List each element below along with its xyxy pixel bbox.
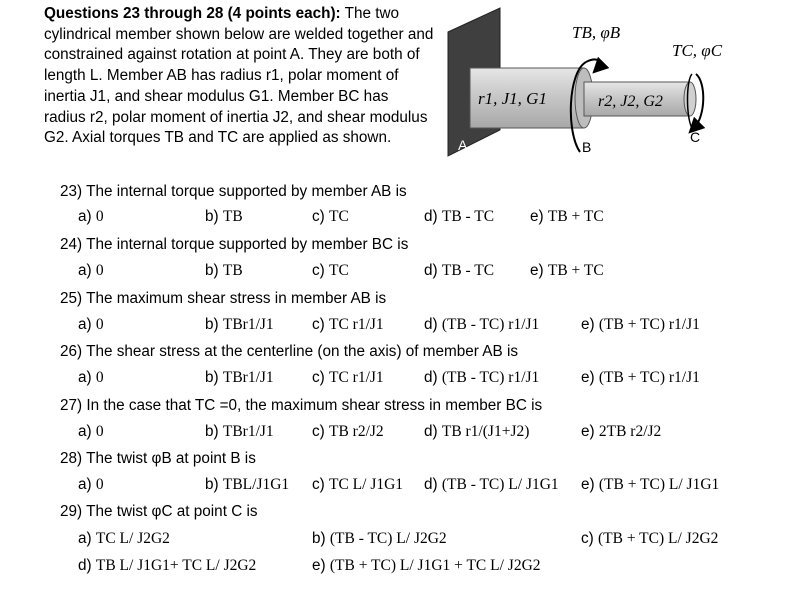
answer-option-a[interactable]	[78, 208, 104, 226]
option-letter: c)	[312, 316, 329, 333]
answer-option-e[interactable]	[581, 423, 661, 441]
option-letter: b)	[205, 369, 223, 386]
option-value: (TB + TC) L/ J1G1	[598, 476, 720, 493]
option-value: TBr1/J1	[222, 369, 274, 386]
option-value: (TB - TC) L/ J2G2	[329, 530, 447, 547]
option-letter: d)	[424, 316, 442, 333]
option-value: TB + TC	[547, 208, 604, 225]
option-letter: d)	[78, 557, 96, 574]
option-letter: e)	[581, 423, 599, 440]
label-point-c: C	[690, 129, 701, 145]
answer-option-d[interactable]	[424, 316, 539, 334]
option-letter: d)	[424, 262, 442, 279]
answer-option-d[interactable]	[78, 557, 256, 575]
option-letter: c)	[312, 369, 329, 386]
question-number: 25)	[60, 290, 87, 307]
option-value: TB + TC	[547, 262, 604, 279]
answer-option-e[interactable]	[312, 557, 541, 575]
option-value: TBr1/J1	[222, 316, 274, 333]
option-letter: b)	[312, 530, 330, 547]
option-value: 0	[95, 262, 104, 279]
option-letter: e)	[530, 262, 548, 279]
answer-option-c[interactable]	[312, 369, 384, 387]
question-number: 28)	[60, 450, 87, 467]
answer-option-c[interactable]	[312, 476, 403, 494]
answer-option-a[interactable]	[78, 476, 104, 494]
question-text: The twist φB at point B is	[86, 450, 256, 467]
option-letter: c)	[312, 423, 329, 440]
answer-option-a[interactable]	[78, 369, 104, 387]
option-value: 0	[95, 476, 104, 493]
option-letter: d)	[424, 208, 442, 225]
option-value: TBL/J1G1	[222, 476, 290, 493]
option-letter: a)	[78, 476, 96, 493]
answer-option-c[interactable]	[312, 208, 349, 226]
option-value: (TB + TC) L/ J1G1 + TC L/ J2G2	[329, 557, 541, 574]
option-value: (TB - TC) r1/J1	[441, 369, 540, 386]
answer-option-c[interactable]	[312, 316, 384, 334]
option-value: (TB + TC) r1/J1	[598, 369, 700, 386]
answer-option-e[interactable]	[530, 208, 604, 226]
option-value: TB r1/(J1+J2)	[441, 423, 530, 440]
option-value: 0	[95, 208, 104, 225]
option-value: TB r2/J2	[329, 423, 384, 440]
problem-text: The two cylindrical member shown below are welded together and constrained against rotation at point A. They are both of length L. Member AB has radius r1, polar moment of inertia J1, and shear modulus G1. Member BC has radius r2, polar moment of inertia J2, and shear modulus G2. Axial torques TB and TC are applied as shown.	[44, 5, 434, 147]
option-letter: b)	[205, 208, 223, 225]
question-23	[60, 183, 407, 201]
answer-option-b[interactable]	[205, 316, 274, 334]
option-letter: c)	[581, 530, 598, 547]
answer-option-a[interactable]	[78, 423, 104, 441]
option-letter: e)	[312, 557, 330, 574]
option-letter: b)	[205, 476, 223, 493]
question-text: In the case that TC =0, the maximum shear stress in member BC is	[86, 397, 543, 414]
option-letter: e)	[581, 316, 599, 333]
option-value: 0	[95, 316, 104, 333]
answer-option-c[interactable]	[312, 262, 349, 280]
answer-option-e[interactable]	[530, 262, 604, 280]
question-number: 29)	[60, 503, 87, 520]
option-value: 0	[95, 423, 104, 440]
answer-option-d[interactable]	[424, 208, 494, 226]
answer-option-b[interactable]	[312, 530, 447, 548]
option-value: TB	[222, 208, 243, 225]
option-value: 0	[95, 369, 104, 386]
answer-option-b[interactable]	[205, 208, 243, 226]
option-value: TC r1/J1	[329, 369, 384, 386]
question-text: The internal torque supported by member AB is	[86, 183, 407, 200]
option-letter: b)	[205, 262, 223, 279]
label-tc: TC, φC	[672, 41, 723, 60]
answer-option-e[interactable]	[581, 316, 700, 334]
label-tb: TB, φB	[572, 23, 621, 42]
answer-option-a[interactable]	[78, 316, 104, 334]
label-ab-props: r1, J1, G1	[478, 89, 547, 108]
label-point-b: B	[582, 139, 592, 155]
answer-option-b[interactable]	[205, 423, 274, 441]
question-26	[60, 343, 518, 361]
option-letter: c)	[312, 262, 329, 279]
option-value: TC	[329, 262, 349, 279]
answer-option-b[interactable]	[205, 262, 243, 280]
question-text: The maximum shear stress in member AB is	[86, 290, 387, 307]
shaft-diagram	[440, 0, 800, 170]
option-value: TC	[329, 208, 349, 225]
question-text: The internal torque supported by member BC is	[86, 236, 409, 253]
option-letter: a)	[78, 316, 96, 333]
option-letter: c)	[312, 476, 329, 493]
label-point-a: A	[458, 137, 468, 153]
option-value: (TB - TC) L/ J1G1	[441, 476, 559, 493]
question-number: 26)	[60, 343, 87, 360]
question-number: 24)	[60, 236, 87, 253]
option-value: 2TB r2/J2	[598, 423, 662, 440]
answer-option-b[interactable]	[205, 369, 274, 387]
option-letter: b)	[205, 316, 223, 333]
question-28	[60, 450, 256, 468]
option-value: (TB - TC) r1/J1	[441, 316, 540, 333]
question-text: The shear stress at the centerline (on the axis) of member AB is	[86, 343, 518, 360]
option-value: TB	[222, 262, 243, 279]
option-value: TB - TC	[441, 208, 495, 225]
answer-option-c[interactable]	[581, 530, 718, 548]
option-letter: d)	[424, 476, 442, 493]
question-text: The twist φC at point C is	[86, 503, 258, 520]
question-25	[60, 290, 386, 308]
answer-option-d[interactable]	[424, 423, 529, 441]
option-letter: e)	[581, 369, 599, 386]
label-bc-props: r2, J2, G2	[598, 93, 663, 110]
answer-option-c[interactable]	[312, 423, 384, 441]
option-letter: a)	[78, 208, 96, 225]
option-value: (TB + TC) L/ J2G2	[598, 530, 719, 547]
question-29	[60, 503, 258, 521]
option-letter: a)	[78, 530, 96, 547]
option-letter: a)	[78, 423, 96, 440]
option-value: TBr1/J1	[222, 423, 274, 440]
answer-option-d[interactable]	[424, 369, 539, 387]
option-value: TB L/ J1G1+ TC L/ J2G2	[95, 557, 257, 574]
answer-option-e[interactable]	[581, 369, 700, 387]
answer-option-e[interactable]	[581, 476, 719, 494]
option-value: (TB + TC) r1/J1	[598, 316, 700, 333]
answer-option-a[interactable]	[78, 530, 170, 548]
answer-option-b[interactable]	[205, 476, 289, 494]
question-27	[60, 397, 542, 415]
option-letter: a)	[78, 262, 96, 279]
option-value: TC L/ J1G1	[329, 476, 404, 493]
question-number: 27)	[60, 397, 87, 414]
question-24	[60, 236, 408, 254]
option-letter: d)	[424, 369, 442, 386]
answer-option-a[interactable]	[78, 262, 104, 280]
option-letter: d)	[424, 423, 442, 440]
option-letter: a)	[78, 369, 96, 386]
option-value: TC r1/J1	[329, 316, 384, 333]
option-value: TC L/ J2G2	[95, 530, 170, 547]
problem-intro	[44, 4, 434, 149]
question-number: 23)	[60, 183, 87, 200]
answer-option-d[interactable]	[424, 476, 559, 494]
problem-title: Questions 23 through 28 (4 points each):	[44, 5, 341, 22]
option-letter: e)	[581, 476, 599, 493]
option-value: TB - TC	[441, 262, 495, 279]
option-letter: c)	[312, 208, 329, 225]
answer-option-d[interactable]	[424, 262, 494, 280]
option-letter: b)	[205, 423, 223, 440]
option-letter: e)	[530, 208, 548, 225]
